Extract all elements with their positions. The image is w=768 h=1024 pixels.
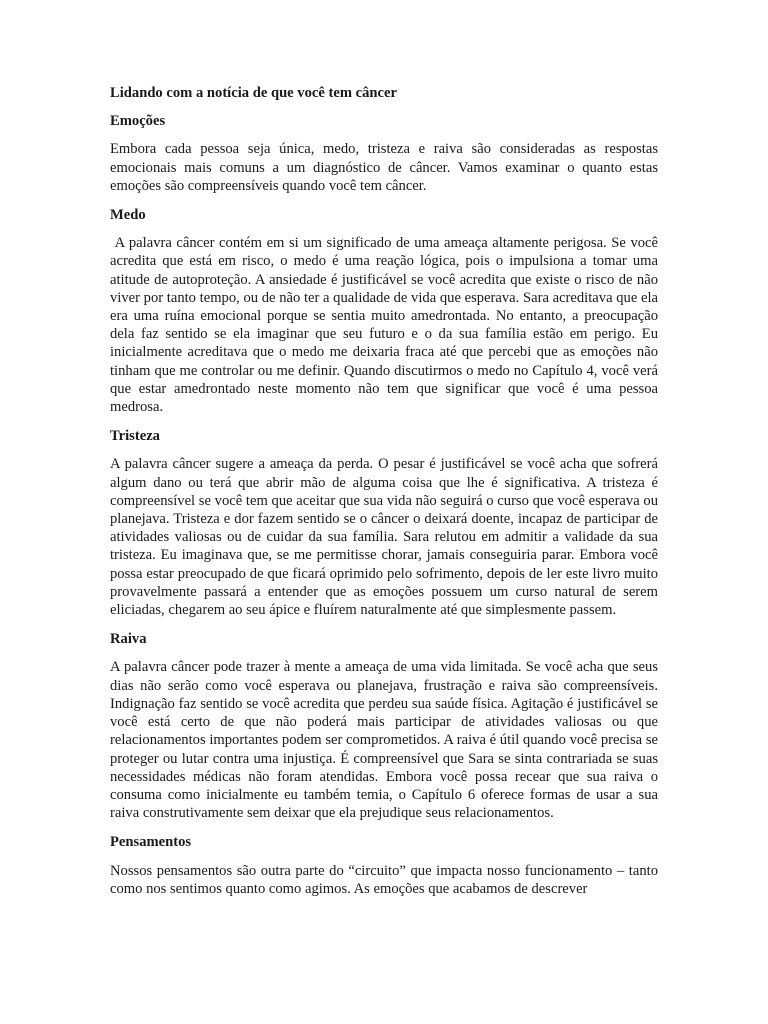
section-paragraph: A palavra câncer pode trazer à mente a ameaça de uma vida limitada. Se você acha que seus dias não serão como você esperava ou planejava, frustração e raiva são compreensíveis. Indignação faz sentido se você acredita que perdeu sua saúde física. Agitação é justificável se você está certo de que não poderá mais participar de atividades valiosas ou que relacionamentos importantes podem ser comprometidos. A raiva é útil quando você precisa se proteger ou lutar contra uma injustiça. É compreensível que Sara se sinta contrariada se suas necessidades médicas não foram atendidas. Embora você possa recear que sua raiva o consuma como inicialmente eu também temia, o Capítulo 6 oferece formas de usar a sua raiva construtivamente sem deixar que ela prejudique seus relacionamentos.	[110, 659, 658, 822]
section-heading: Raiva	[110, 631, 147, 648]
section-heading: Pensamentos	[110, 834, 192, 851]
section-emocoes	[110, 112, 658, 195]
section-paragraph: Embora cada pessoa seja única, medo, tristeza e raiva são consideradas as respostas emocionais mais comuns a um diagnóstico de câncer. Vamos examinar o quanto estas emoções são compreensíveis quando você tem câncer.	[110, 141, 658, 194]
section-raiva	[110, 630, 658, 822]
section-paragraph: A palavra câncer contém em si um significado de uma ameaça altamente perigosa. Se você acredita que está em risco, o medo é uma reação lógica, pois o impulsiona a tomar uma atitude de autoproteção. A ansiedade é justificável se você acredita que existe o risco de não viver por tanto tempo, ou de não ter a qualidade de vida que esperava. Sara acreditava que ela era uma ruína emocional porque se sentia muito amedrontada. No entanto, a preocupação dela faz sentido se ela imaginar que seu futuro e o da sua família estão em perigo. Eu inicialmente acreditava que o medo me deixaria fraca até que percebi que as emoções não tinham que me controlar ou me definir. Quando discutirmos o medo no Capítulo 4, você verá que estar amedrontado neste momento não tem que significar que você é uma pessoa medrosa.	[110, 235, 658, 416]
section-pensamentos	[110, 833, 658, 898]
section-heading: Tristeza	[110, 428, 160, 445]
document-title: Lidando com a notícia de que você tem câncer	[110, 85, 397, 101]
section-tristeza	[110, 427, 658, 619]
section-paragraph: Nossos pensamentos são outra parte do “circuito” que impacta nosso funcionamento – tanto como nos sentimos quanto como agimos. As emoções que acabamos de descrever	[110, 862, 658, 897]
section-paragraph: A palavra câncer sugere a ameaça da perda. O pesar é justificável se você acha que sofrerá algum dano ou terá que abrir mão de alguma coisa que lhe é significativa. A tristeza é compreensível se você tem que aceitar que sua vida não seguirá o curso que você esperava ou planejava. Tristeza e dor fazem sentido se o câncer o deixará doente, incapaz de participar de atividades valiosas ou de cuidar da sua família. Sara relutou em admitir a validade da sua tristeza. Eu imaginava que, se me permitisse chorar, jamais conseguiria parar. Embora você possa estar preocupado de que ficará oprimido pelo sofrimento, depois de ler este livro muito provavelmente passará a entender que as emoções possuem um curso natural de serem eliciadas, chegarem ao seu ápice e fluírem naturalmente até que simplesmente passem.	[110, 456, 658, 619]
section-medo	[110, 206, 658, 416]
section-heading: Emoções	[110, 113, 166, 130]
section-heading: Medo	[110, 207, 146, 224]
document-page	[110, 84, 658, 909]
